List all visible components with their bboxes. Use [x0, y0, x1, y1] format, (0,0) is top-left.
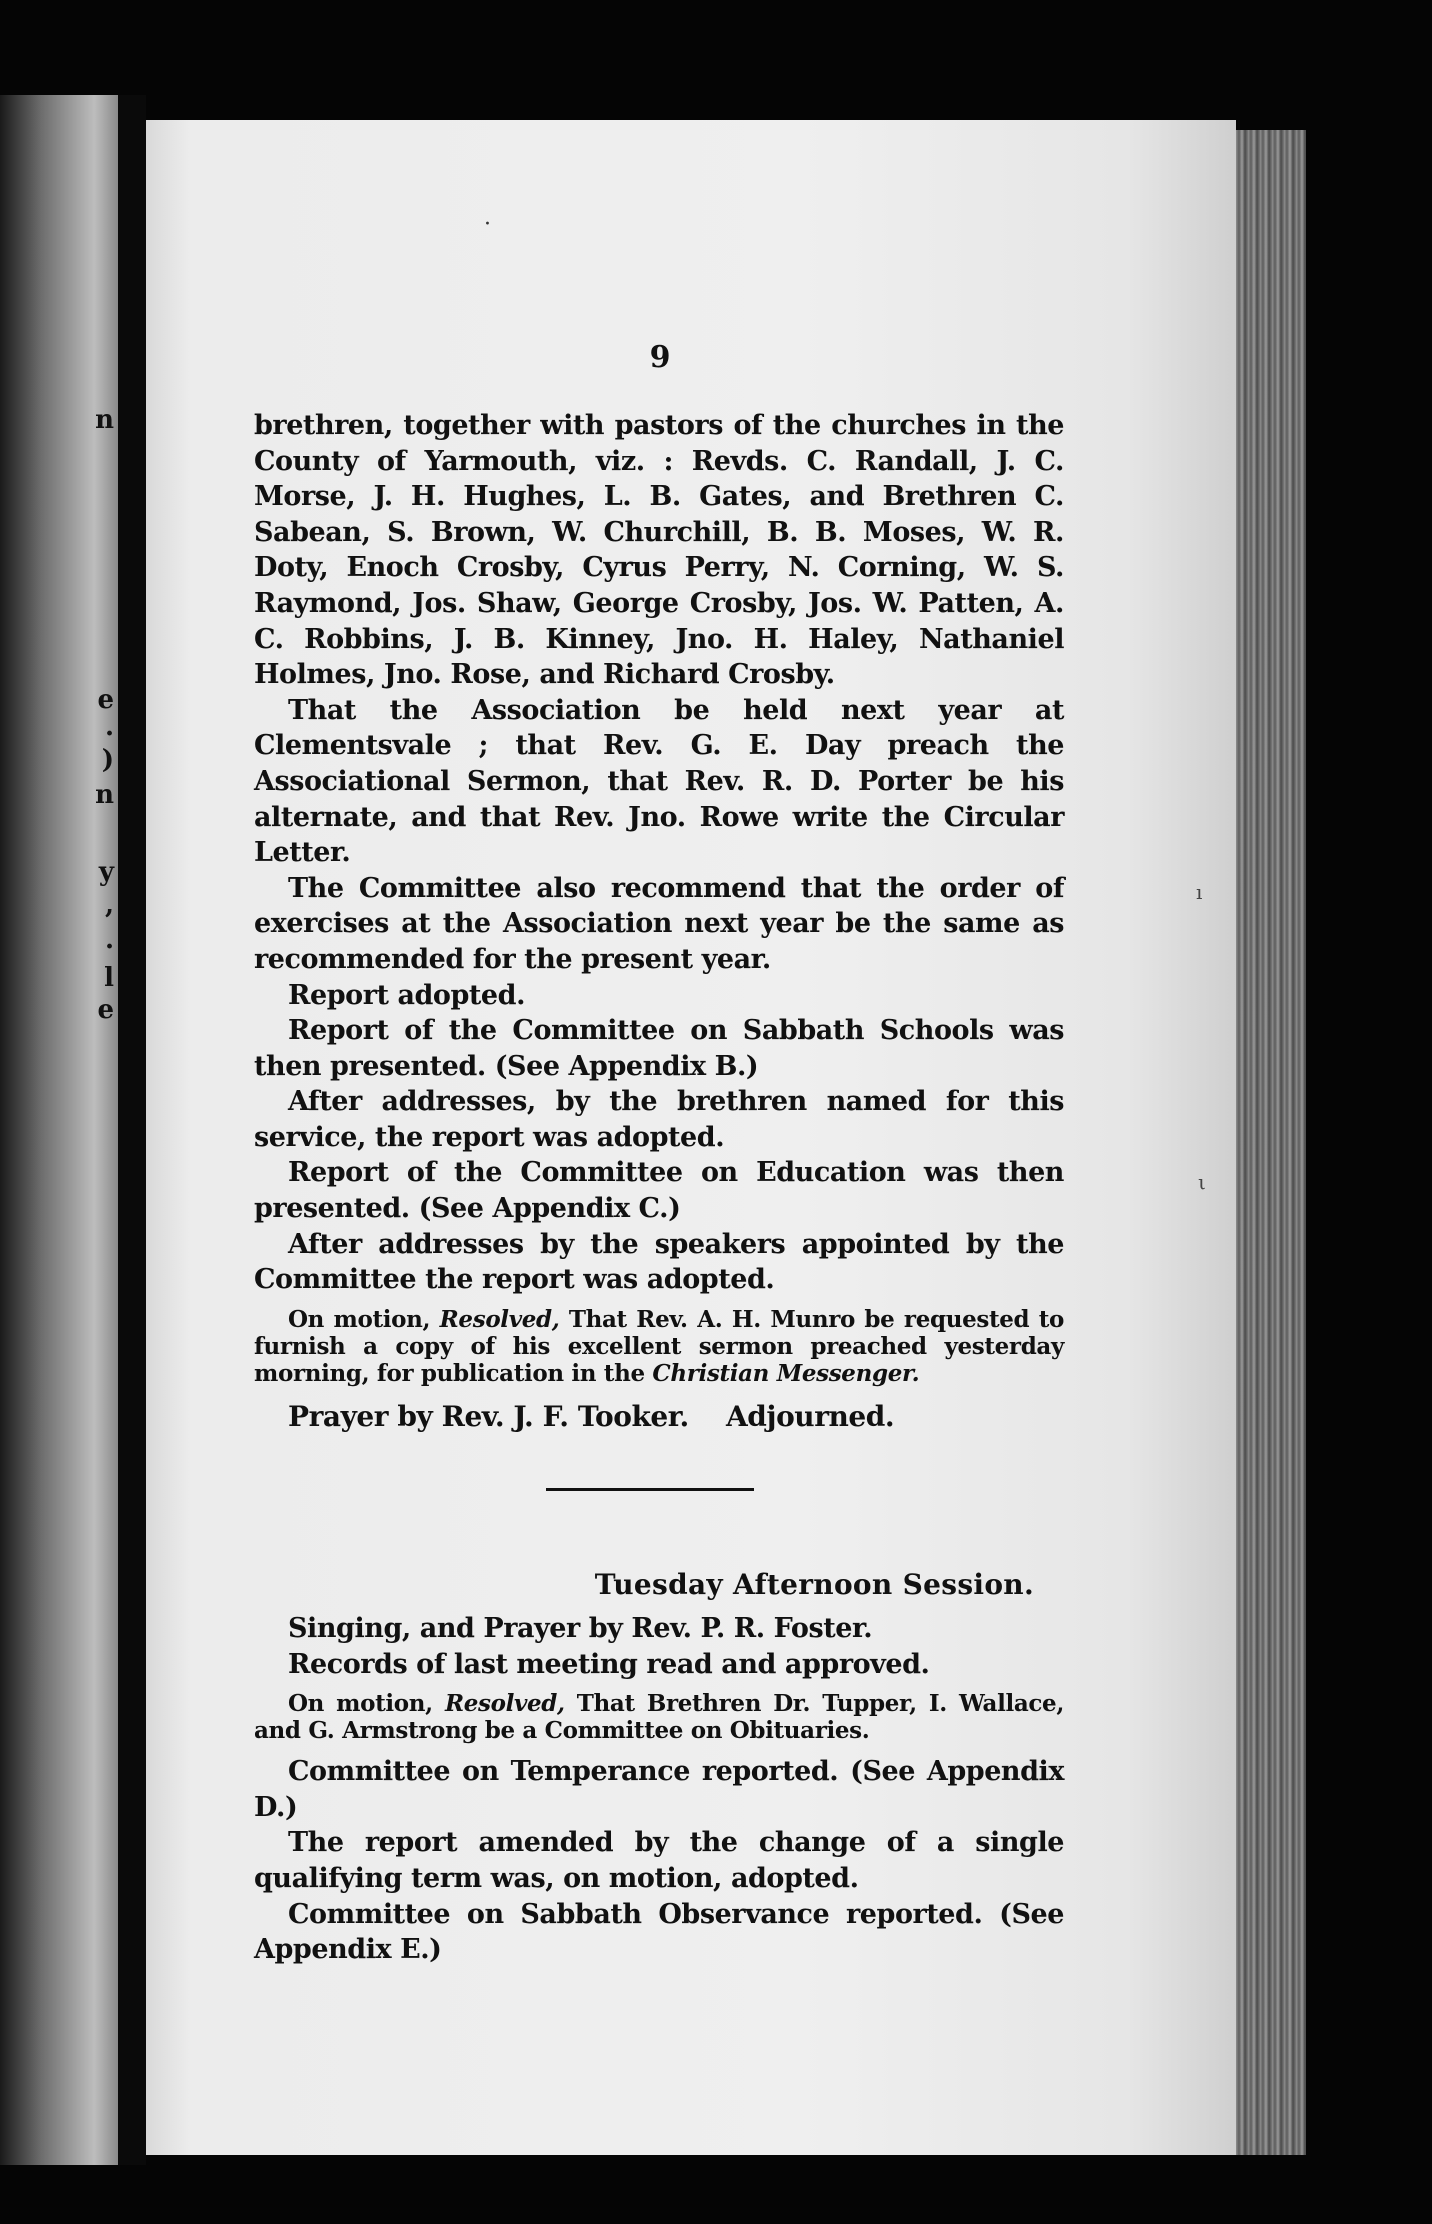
- paragraph: Report adopted.: [288, 979, 526, 1011]
- resolved-label: Resolved,: [444, 1690, 565, 1718]
- paragraph: Committee on Sabbath Observance reported. (See Appendix E.): [254, 1898, 1064, 1966]
- scan-speck: ι: [1198, 1170, 1206, 1194]
- page-edge-stack: [1236, 130, 1306, 2155]
- motion-resolution: [254, 1690, 1064, 1744]
- book-gutter: [118, 95, 146, 2165]
- paragraph: That the Association be held next year at Clementsvale ; that Rev. G. E. Day preach the Associational Sermon, that Rev. R. D. Porter be his alternate, and that Rev. Jno. Rowe write the Circular Letter.: [254, 694, 1064, 869]
- left-fragment: n: [95, 780, 114, 810]
- paragraph: Report of the Committee on Education was then presented. (See Appendix C.): [254, 1157, 1064, 1225]
- left-facing-page: [0, 95, 118, 2165]
- page-number: 9: [649, 340, 671, 375]
- section-divider: [546, 1488, 754, 1491]
- page-body: [254, 408, 1064, 1968]
- session-heading: Tuesday Afternoon Session.: [594, 1568, 1034, 1602]
- left-fragment: .: [104, 925, 114, 955]
- left-fragment: ,: [104, 890, 114, 920]
- paragraph: Singing, and Prayer by Rev. P. R. Foster.: [288, 1613, 873, 1645]
- paragraph: brethren, together with pastors of the churches in the County of Yarmouth, viz. : Revds. C. Randall, J. C. Morse, J. H. Hughes, L. B. Gates, and Brethren C. Sabean, S. Brown, W. Churchill, B. B. Moses, W. R. Doty, Enoch Crosby, Cyrus Perry, N. Corning, W. S. Raymond, Jos. Shaw, George Crosby, Jos. W. Patten, A. C. Robbins, J. B. Kinney, Jno. H. Haley, Nathaniel Holmes, Jno. Rose, and Richard Crosby.: [254, 410, 1064, 691]
- left-fragment: .: [104, 712, 114, 742]
- prayer-adjourned-line: Prayer by Rev. J. F. Tooker. Adjourned.: [288, 1399, 895, 1433]
- paragraph: Committee on Temperance reported. (See Appendix D.): [254, 1756, 1064, 1823]
- paragraph: Report of the Committee on Sabbath Schools was then presented. (See Appendix B.): [254, 1015, 1064, 1082]
- resolved-label: Resolved,: [439, 1305, 560, 1333]
- paragraph: Records of last meeting read and approved.: [288, 1648, 930, 1680]
- motion-prefix: On motion,: [288, 1305, 440, 1333]
- motion-resolution: [254, 1306, 1064, 1387]
- scan-speck: ·: [484, 212, 491, 237]
- paragraph: After addresses, by the brethren named for this service, the report was adopted.: [254, 1086, 1064, 1153]
- scan-speck: ı: [1196, 880, 1203, 904]
- left-fragment: ): [101, 745, 114, 775]
- paragraph: The Committee also recommend that the order of exercises at the Association next year be the same as recommended for the present year.: [254, 872, 1064, 975]
- paragraph: The report amended by the change of a single qualifying term was, on motion, adopted.: [254, 1827, 1064, 1894]
- paragraph: After addresses by the speakers appointed by the Committee the report was adopted.: [254, 1228, 1064, 1296]
- left-fragment: n: [95, 405, 114, 435]
- left-fragment: e: [97, 685, 114, 715]
- motion-text: That Brethren Dr. Tupper, I. Wallace, and G. Armstrong be a Committee on Obituaries.: [254, 1690, 1065, 1745]
- left-page-text-fragments: [0, 95, 118, 2165]
- motion-text: That Rev. A. H. Munro be requested to furnish a copy of his excellent sermon preached yesterday morning, for publication in the: [254, 1305, 1064, 1387]
- motion-prefix: On motion,: [288, 1690, 445, 1718]
- left-fragment: e: [97, 995, 114, 1025]
- left-fragment: y: [98, 857, 114, 887]
- left-fragment: l: [104, 963, 114, 993]
- newspaper-title: Christian Messenger.: [652, 1359, 920, 1387]
